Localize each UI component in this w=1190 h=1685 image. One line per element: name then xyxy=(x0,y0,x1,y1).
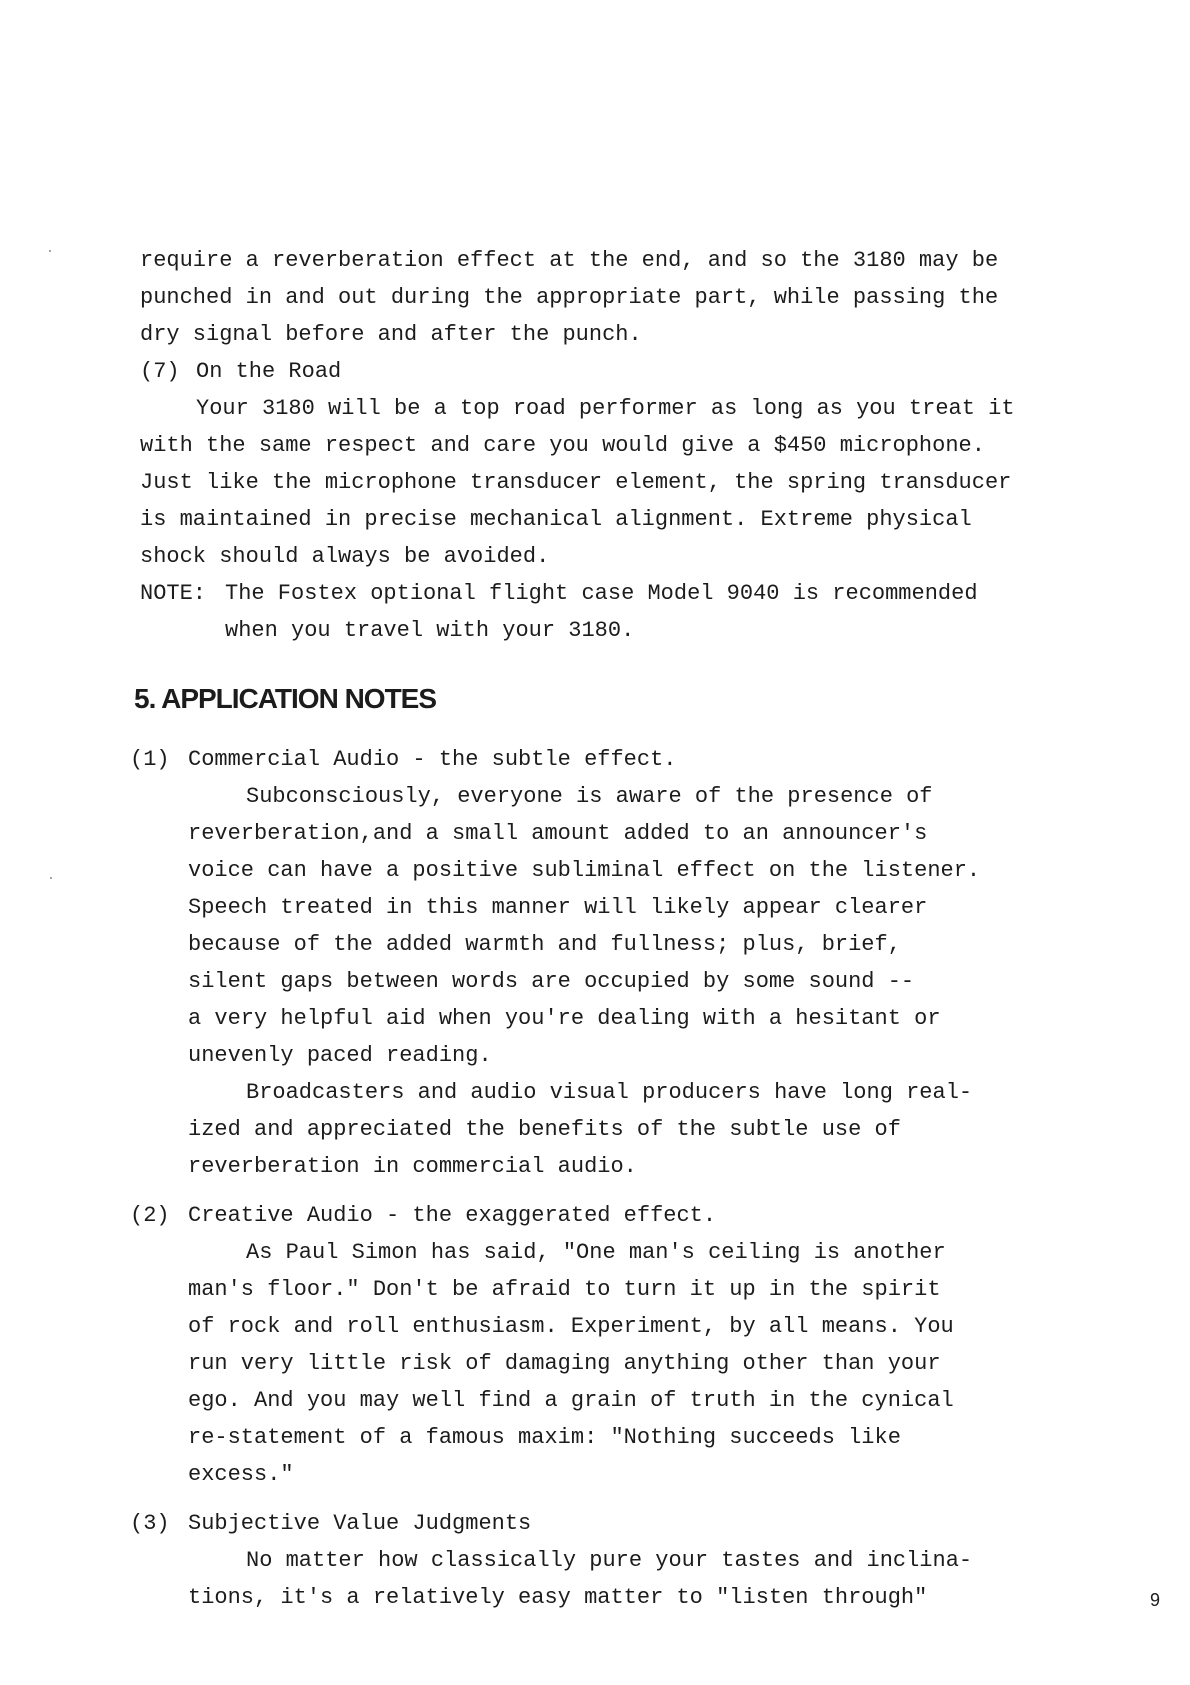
item-3-line: No matter how classically pure your tastes and inclina- xyxy=(246,1548,973,1573)
item-1-line: Subconsciously, everyone is aware of the presence of xyxy=(246,784,933,809)
item-1-line: a very helpful aid when you're dealing with a hesitant or xyxy=(188,1006,941,1031)
item-3-line: tions, it's a relatively easy matter to "listen through" xyxy=(188,1585,928,1610)
road-line-3: Just like the microphone transducer element, the spring transducer xyxy=(140,470,1012,495)
top-line-3: dry signal before and after the punch. xyxy=(140,322,642,347)
road-line-4: is maintained in precise mechanical alignment. Extreme physical xyxy=(140,507,972,532)
item-1-line: unevenly paced reading. xyxy=(188,1043,492,1068)
item-2-line: As Paul Simon has said, "One man's ceiling is another xyxy=(246,1240,946,1265)
item-2-line: excess." xyxy=(188,1462,294,1487)
page-number: 9 xyxy=(1150,1590,1161,1610)
section-heading: 5. APPLICATION NOTES xyxy=(134,683,437,714)
item-1-line: voice can have a positive subliminal effect on the listener. xyxy=(188,858,981,883)
note-line-2: when you travel with your 3180. xyxy=(225,618,635,643)
item-2-line: re-statement of a famous maxim: "Nothing succeeds like xyxy=(188,1425,901,1450)
item-1-marker: (1) xyxy=(130,747,170,772)
road-line-2: with the same respect and care you would give a $450 microphone. xyxy=(140,433,985,458)
road-marker: (7) xyxy=(140,359,180,384)
road-line-5: shock should always be avoided. xyxy=(140,544,550,569)
item-3-title: Subjective Value Judgments xyxy=(188,1511,532,1536)
item-1-line: reverberation in commercial audio. xyxy=(188,1154,637,1179)
item-1-title: Commercial Audio - the subtle effect. xyxy=(188,747,677,772)
item-2-line: run very little risk of damaging anything other than your xyxy=(188,1351,941,1376)
road-title: On the Road xyxy=(196,359,342,384)
item-1-line: silent gaps between words are occupied by some sound -- xyxy=(188,969,915,994)
note-label: NOTE: xyxy=(140,581,207,606)
scan-speck xyxy=(50,877,52,879)
item-1-line: because of the added warmth and fullness; plus, brief, xyxy=(188,932,901,957)
top-line-2: punched in and out during the appropriate part, while passing the xyxy=(140,285,999,310)
item-2-title: Creative Audio - the exaggerated effect. xyxy=(188,1203,717,1228)
note-line-1: The Fostex optional flight case Model 9040 is recommended xyxy=(225,581,978,606)
item-1-line: ized and appreciated the benefits of the subtle use of xyxy=(188,1117,901,1142)
item-1-line: reverberation,and a small amount added to an announcer's xyxy=(188,821,928,846)
item-2-line: of rock and roll enthusiasm. Experiment, by all means. You xyxy=(188,1314,954,1339)
item-1-line: Speech treated in this manner will likely appear clearer xyxy=(188,895,928,920)
item-3-marker: (3) xyxy=(130,1511,170,1536)
road-line-1: Your 3180 will be a top road performer as long as you treat it xyxy=(196,396,1015,421)
item-1-line: Broadcasters and audio visual producers have long real- xyxy=(246,1080,973,1105)
item-2-line: man's floor." Don't be afraid to turn it up in the spirit xyxy=(188,1277,941,1302)
scan-speck xyxy=(49,250,51,252)
item-2-marker: (2) xyxy=(130,1203,170,1228)
item-2-line: ego. And you may well find a grain of truth in the cynical xyxy=(188,1388,954,1413)
top-line-1: require a reverberation effect at the end, and so the 3180 may be xyxy=(140,248,999,273)
